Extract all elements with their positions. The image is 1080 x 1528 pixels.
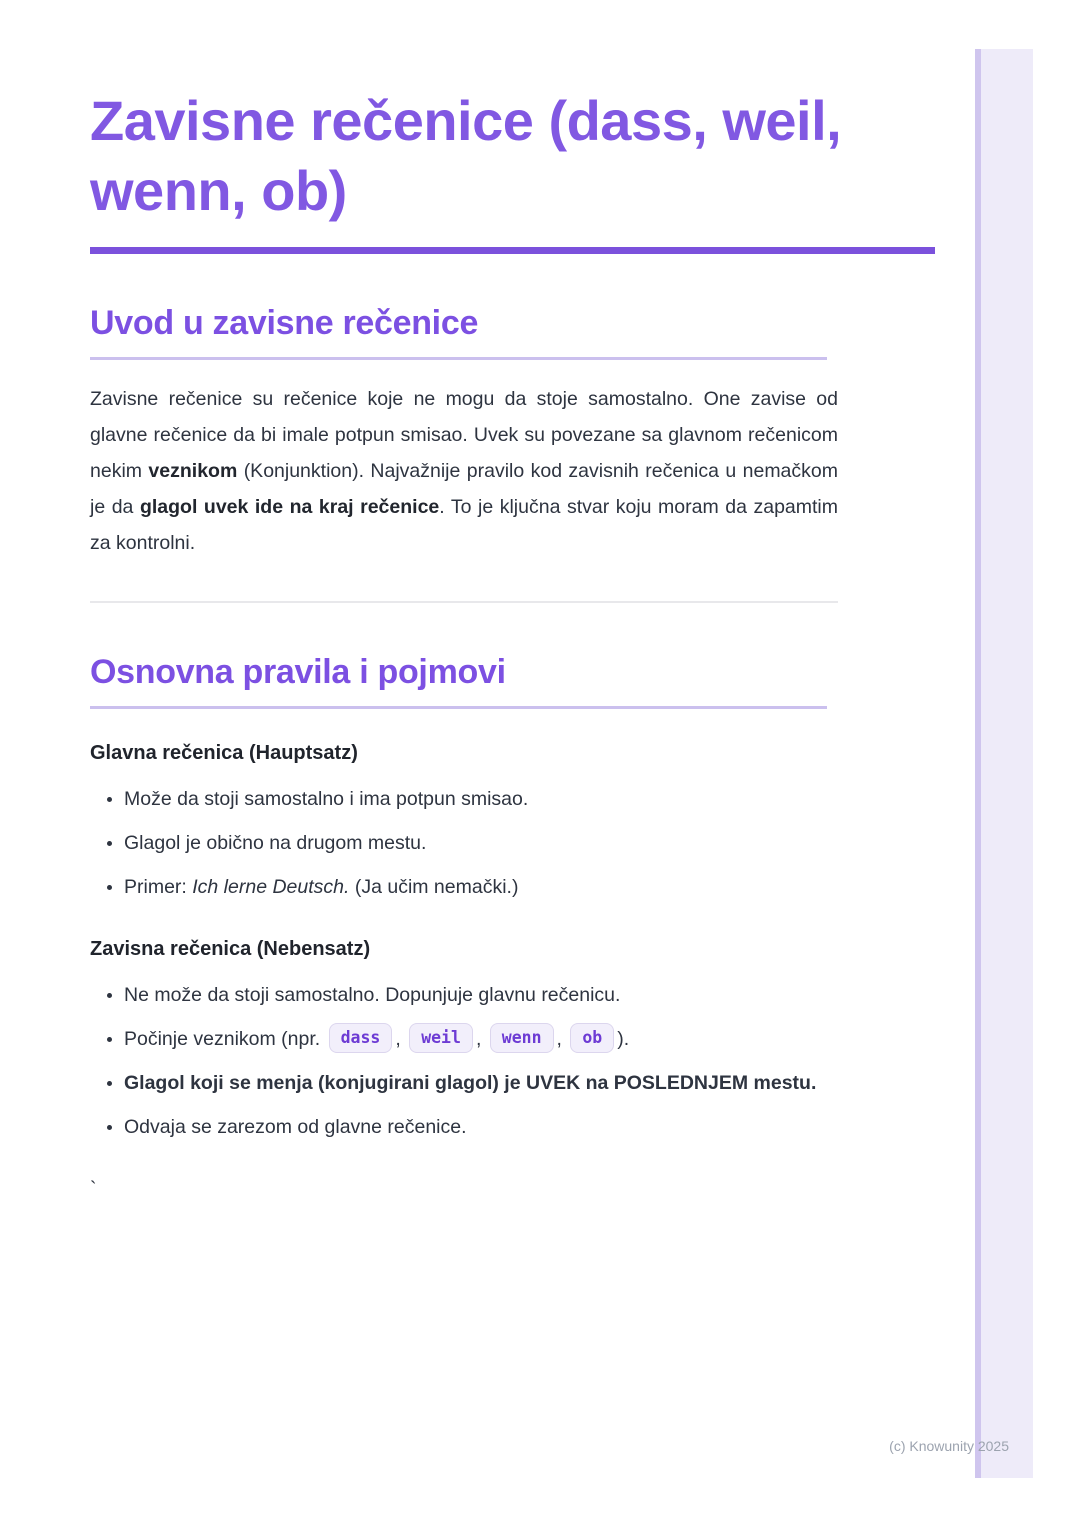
list-item-text: Glagol koji se menja (konjugirani glagol) je UVEK na POSLEDNJEM mestu.: [124, 1072, 817, 1094]
list-item: [124, 977, 838, 1013]
list-item-text: Ne može da stoji samostalno. Dopunjuje glavnu rečenicu.: [124, 984, 621, 1006]
inline-code-wenn: wenn: [490, 1023, 554, 1053]
paragraph-text: . To je ključna stvar koju moram da zapamtim za kontrolni.: [90, 496, 839, 554]
subsection-heading-nebensatz: Zavisna rečenica (Nebensatz): [90, 938, 371, 960]
list-item-text: Može da stoji samostalno i ima potpun smisao.: [124, 788, 529, 810]
list-item: [124, 825, 838, 861]
list-item-text: Odvaja se zarezom od glavne rečenice.: [124, 1116, 467, 1138]
list-item-text: (Ja učim nemački.): [349, 876, 519, 898]
inline-code-weil: weil: [409, 1023, 473, 1053]
vertical-accent-bar: [975, 49, 1033, 1478]
paragraph-text: Zavisne rečenice su rečenice koje ne mogu da stoje samostalno. One zavise od glavne rečenice da bi imale potpun smisao. Uvek su povezane sa glavnom rečenicom nekim: [90, 388, 838, 482]
subsection-heading-hauptsatz: Glavna rečenica (Hauptsatz): [90, 742, 358, 764]
list-item-text: Počinje veznikom (npr.: [124, 1028, 321, 1050]
separator-comma: ,: [556, 1028, 562, 1050]
bullet-list-nebensatz: [90, 977, 838, 1145]
intro-paragraph: [90, 381, 838, 561]
section-heading-intro: Uvod u zavisne rečenice: [90, 304, 479, 342]
separator-comma: ,: [395, 1028, 401, 1050]
section-underline: [90, 357, 827, 360]
note-content: [90, 86, 935, 1207]
inline-code-ob: ob: [570, 1023, 614, 1053]
title-rule: [90, 247, 935, 254]
footer-credit: (c) Knowunity 2025: [889, 1438, 1009, 1454]
bold-rule-verb-end: glagol uvek ide na kraj rečenice: [139, 496, 440, 518]
list-item-text: Glagol je obično na drugom mestu.: [124, 832, 427, 854]
list-item-text: ).: [617, 1028, 630, 1050]
list-item: [124, 781, 838, 817]
paragraph-text: (Konjunktion). Najvažnije pravilo kod zavisnih rečenica u nemačkom je da: [90, 460, 838, 518]
list-item: [124, 1021, 838, 1057]
separator-comma: ,: [475, 1028, 482, 1050]
stray-backtick: `: [90, 1178, 97, 1200]
list-item: [124, 1109, 838, 1145]
section-underline: [90, 706, 827, 709]
section-heading-rules: Osnovna pravila i pojmovi: [90, 653, 506, 691]
bold-term-veznikom: veznikom: [148, 460, 238, 482]
list-item-bold-rule: [124, 1065, 838, 1101]
bullet-list-hauptsatz: [90, 781, 838, 905]
page-title: Zavisne rečenice (dass, weil, wenn, ob): [90, 89, 842, 222]
list-item: [124, 869, 838, 905]
inline-code-dass: dass: [329, 1023, 393, 1053]
section-divider: [90, 601, 838, 603]
list-item-text: Primer:: [124, 876, 193, 898]
example-sentence: Ich lerne Deutsch.: [192, 876, 350, 898]
